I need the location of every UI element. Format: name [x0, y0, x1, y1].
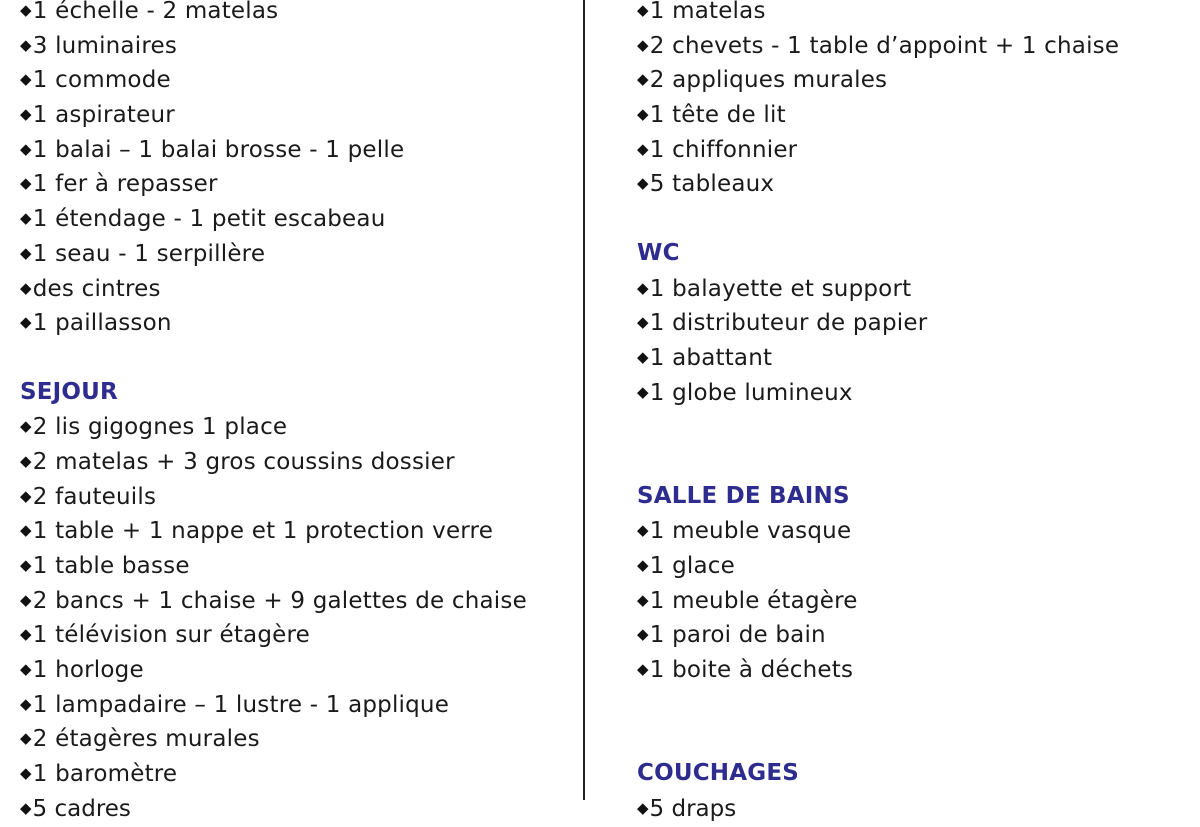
- spacer: [637, 721, 1197, 756]
- list-item: ◆2 chevets - 1 table d’appoint + 1 chaise: [637, 28, 1197, 63]
- list-item: ◆1 meuble étagère: [637, 583, 1197, 618]
- diamond-bullet-icon: ◆: [20, 174, 32, 193]
- diamond-bullet-icon: ◆: [20, 105, 32, 124]
- diamond-bullet-icon: ◆: [637, 590, 649, 609]
- diamond-bullet-icon: ◆: [20, 556, 32, 574]
- list-item: ◆1 chiffonnier: [637, 132, 1197, 167]
- diamond-bullet-icon: ◆: [637, 660, 649, 679]
- list-item: ◆1 balai – 1 balai brosse - 1 pelle: [20, 132, 570, 167]
- left-column: [20, 0, 570, 822]
- diamond-bullet-icon: ◆: [20, 729, 32, 748]
- diamond-bullet-icon: ◆: [637, 278, 649, 297]
- diamond-bullet-icon: ◆: [637, 625, 649, 644]
- diamond-bullet-icon: ◆: [20, 521, 32, 540]
- list-item: ◆1 aspirateur: [20, 97, 570, 132]
- diamond-bullet-icon: ◆: [637, 70, 649, 89]
- spacer: [637, 201, 1197, 236]
- diamond-bullet-icon: ◆: [20, 139, 32, 158]
- diamond-bullet-icon: ◆: [637, 139, 649, 158]
- list-item: ◆1 échelle - 2 matelas: [20, 0, 570, 28]
- diamond-bullet-icon: ◆: [20, 590, 32, 609]
- list-item: ◆1 horloge: [20, 652, 570, 687]
- diamond-bullet-icon: ◆: [20, 660, 32, 679]
- diamond-bullet-icon: ◆: [20, 313, 32, 332]
- list-item: ◆2 lis gigognes 1 place: [20, 409, 570, 444]
- diamond-bullet-icon: ◆: [637, 1, 649, 19]
- diamond-bullet-icon: ◆: [20, 798, 32, 817]
- section-heading-sejour: SEJOUR: [20, 378, 118, 405]
- diamond-bullet-icon: ◆: [637, 35, 649, 54]
- list-item: ◆1 table basse: [20, 548, 570, 583]
- diamond-bullet-icon: ◆: [20, 625, 32, 644]
- list-item: ◆2 fauteuils: [20, 479, 570, 514]
- diamond-bullet-icon: ◆: [20, 278, 32, 297]
- diamond-bullet-icon: ◆: [637, 347, 649, 366]
- spacer: [637, 444, 1197, 479]
- spacer: [637, 687, 1197, 722]
- list-item: ◆2 bancs + 1 chaise + 9 galettes de chaise: [20, 583, 570, 618]
- diamond-bullet-icon: ◆: [20, 417, 32, 436]
- section-heading-salle-de-bains: SALLE DE BAINS: [637, 482, 850, 509]
- list-item: ◆3 luminaires: [20, 28, 570, 63]
- list-item: ◆1 abattant: [637, 340, 1197, 375]
- column-divider: [583, 0, 585, 800]
- list-item: ◆1 matelas: [637, 0, 1197, 28]
- list-item: ◆1 tête de lit: [637, 97, 1197, 132]
- spacer: [637, 409, 1197, 444]
- diamond-bullet-icon: ◆: [20, 209, 32, 228]
- diamond-bullet-icon: ◆: [20, 694, 32, 713]
- list-item: ◆des cintres: [20, 271, 570, 306]
- list-item: ◆1 distributeur de papier: [637, 305, 1197, 340]
- list-item: ◆1 lampadaire – 1 lustre - 1 applique: [20, 687, 570, 722]
- list-item: ◆1 baromètre: [20, 756, 570, 791]
- diamond-bullet-icon: ◆: [20, 486, 32, 505]
- diamond-bullet-icon: ◆: [637, 521, 649, 540]
- list-item: ◆1 glace: [637, 548, 1197, 583]
- spacer: [20, 340, 570, 375]
- diamond-bullet-icon: ◆: [637, 798, 649, 817]
- list-item: ◆5 tableaux: [637, 166, 1197, 201]
- list-item: ◆1 meuble vasque: [637, 513, 1197, 548]
- right-column: [637, 0, 1197, 822]
- diamond-bullet-icon: ◆: [20, 243, 32, 262]
- list-item: ◆1 boite à déchets: [637, 652, 1197, 687]
- diamond-bullet-icon: ◆: [20, 1, 32, 19]
- list-item: ◆1 commode: [20, 62, 570, 97]
- list-item: ◆1 étendage - 1 petit escabeau: [20, 201, 570, 236]
- list-item-cut-off: ◆5 draps: [637, 791, 1197, 807]
- diamond-bullet-icon: ◆: [20, 764, 32, 783]
- section-heading-wc: WC: [637, 239, 680, 266]
- diamond-bullet-icon: ◆: [637, 105, 649, 124]
- diamond-bullet-icon: ◆: [637, 174, 649, 193]
- diamond-bullet-icon: ◆: [637, 556, 649, 574]
- diamond-bullet-icon: ◆: [20, 70, 32, 89]
- diamond-bullet-icon: ◆: [637, 382, 649, 401]
- list-item: ◆1 globe lumineux: [637, 375, 1197, 410]
- list-item: ◆1 télévision sur étagère: [20, 617, 570, 652]
- list-item: ◆2 étagères murales: [20, 721, 570, 756]
- list-item: ◆1 balayette et support: [637, 271, 1197, 306]
- list-item: ◆1 paillasson: [20, 305, 570, 340]
- list-item: ◆1 table + 1 nappe et 1 protection verre: [20, 513, 570, 548]
- list-item: ◆2 appliques murales: [637, 62, 1197, 97]
- list-item: ◆2 matelas + 3 gros coussins dossier: [20, 444, 570, 479]
- diamond-bullet-icon: ◆: [20, 35, 32, 54]
- list-item: ◆1 fer à repasser: [20, 166, 570, 201]
- list-item-cut-off: ◆5 cadres: [20, 791, 570, 807]
- diamond-bullet-icon: ◆: [637, 313, 649, 332]
- list-item: ◆1 paroi de bain: [637, 617, 1197, 652]
- section-heading-couchages: COUCHAGES: [637, 760, 799, 787]
- list-item: ◆1 seau - 1 serpillère: [20, 236, 570, 271]
- diamond-bullet-icon: ◆: [20, 451, 32, 470]
